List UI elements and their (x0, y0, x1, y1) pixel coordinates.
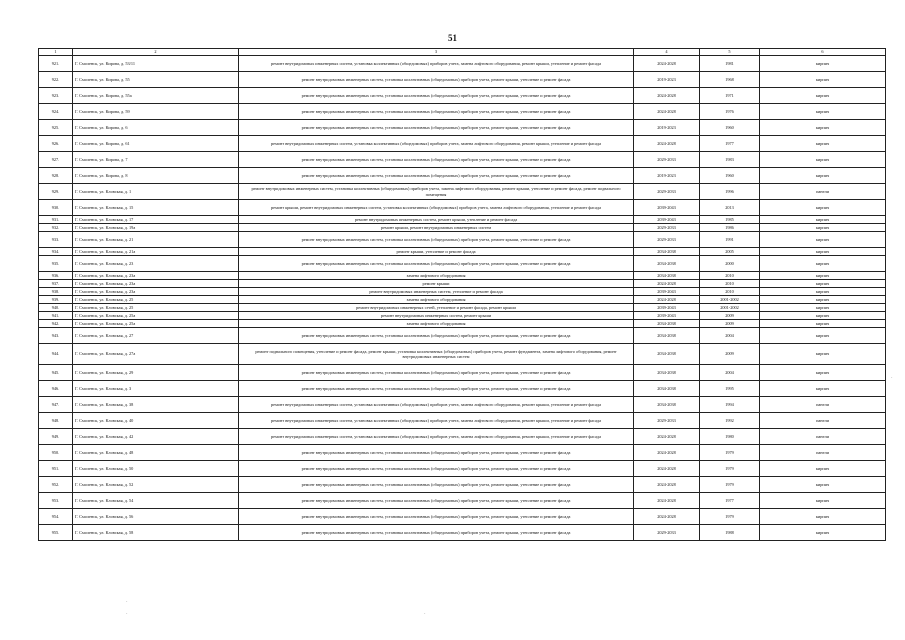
table-row (39, 280, 886, 288)
row-material: кирпич (760, 312, 886, 320)
row-material: кирпич (760, 56, 886, 72)
row-material: кирпич (760, 168, 886, 184)
row-number: 928. (39, 168, 73, 184)
row-period: 2019-2023 (634, 168, 700, 184)
row-material: кирпич (760, 461, 886, 477)
row-address: Г. Смоленск, ул. Кловская, д. 1 (73, 184, 239, 200)
row-year: 1991 (700, 232, 760, 248)
row-period: 2034-2038 (634, 365, 700, 381)
row-period: 2024-2028 (634, 509, 700, 525)
row-year: 2010 (700, 272, 760, 280)
row-address: Г. Смоленск, ул. Кирова, д. 55а (73, 88, 239, 104)
row-period: 2019-2023 (634, 72, 700, 88)
row-address: Г. Смоленск, ул. Кловская, д. 25 (73, 304, 239, 312)
col-header-period: 4 (634, 49, 700, 56)
row-address: Г. Смоленск, ул. Кловская, д. 23а (73, 280, 239, 288)
row-material: кирпич (760, 248, 886, 256)
row-number: 930. (39, 200, 73, 216)
row-year: 2010 (700, 288, 760, 296)
scan-mark: · (424, 612, 426, 617)
row-works: ремонт внутридомовых инженерных систем, установка коллективных (общедомовых) приборов учета, ремонт крыши, утепление и ремонт фасада (239, 365, 634, 381)
row-year: 1977 (700, 136, 760, 152)
row-address: Г. Смоленск, ул. Кирова, д. 53/11 (73, 56, 239, 72)
row-material: кирпич (760, 136, 886, 152)
row-period: 2024-2028 (634, 56, 700, 72)
row-period: 2029-2033 (634, 184, 700, 200)
page-number: 51 (448, 33, 457, 43)
row-year: 1971 (700, 88, 760, 104)
row-address: Г. Смоленск, ул. Кловская, д. 21а (73, 248, 239, 256)
row-number: 934. (39, 248, 73, 256)
table-row (39, 525, 886, 541)
row-works: замена лифтового оборудования (239, 272, 634, 280)
row-year: 1968 (700, 72, 760, 88)
table-row (39, 88, 886, 104)
row-number: 925. (39, 120, 73, 136)
row-works: замена лифтового оборудования (239, 320, 634, 328)
row-year: 2009 (700, 344, 760, 365)
row-works: ремонт внутридомовых инженерных систем, установка коллективных (общедомовых) приборов учета, ремонт крыши, утепление и ремонт фасада (239, 232, 634, 248)
row-period: 2034-2038 (634, 320, 700, 328)
row-year: 1980 (700, 429, 760, 445)
row-works: ремонт внутридомовых инженерных систем, установка коллективных (общедомовых) приборов учета, ремонт крыши, утепление и ремонт фасада (239, 168, 634, 184)
row-period: 2034-2038 (634, 344, 700, 365)
row-works: ремонт внутридомовых инженерных систем, ремонт крыши (239, 312, 634, 320)
row-address: Г. Смоленск, ул. Кловская, д. 17 (73, 216, 239, 224)
row-period: 2024-2028 (634, 429, 700, 445)
row-year: 1960 (700, 168, 760, 184)
row-number: 935. (39, 256, 73, 272)
row-material: кирпич (760, 493, 886, 509)
table-row (39, 445, 886, 461)
row-number: 932. (39, 224, 73, 232)
row-number: 945. (39, 365, 73, 381)
row-works: ремонт внутридомовых инженерных систем, установка коллективных (общедомовых) приборов учета, замена лифтового оборудования, ремонт крыши, утепление и ремонт фасада (239, 56, 634, 72)
table-row (39, 56, 886, 72)
row-number: 924. (39, 104, 73, 120)
row-address: Г. Смоленск, ул. Кловская, д. 52 (73, 477, 239, 493)
col-header-year: 5 (700, 49, 760, 56)
col-header-address: 2 (73, 49, 239, 56)
row-address: Г. Смоленск, ул. Кловская, д. 25 (73, 296, 239, 304)
row-works: ремонт внутридомовых инженерных систем, установка коллективных (общедомовых) приборов учета, ремонт крыши, утепление и ремонт фасада (239, 525, 634, 541)
row-year: 1995 (700, 381, 760, 397)
table-row (39, 288, 886, 296)
row-year: 1996 (700, 184, 760, 200)
row-works: ремонт внутридомовых инженерных сетей, утепление и ремонт фасада, ремонт крыши (239, 304, 634, 312)
row-material: панели (760, 184, 886, 200)
row-material: кирпич (760, 525, 886, 541)
row-works: ремонт крыши, утепление и ремонт фасада (239, 248, 634, 256)
row-material: кирпич (760, 256, 886, 272)
row-works: ремонт внутридомовых инженерных систем, ремонт крыши, утепление и ремонт фасада (239, 216, 634, 224)
row-address: Г. Смоленск, ул. Кловская, д. 29 (73, 365, 239, 381)
row-number: 950. (39, 445, 73, 461)
table-row (39, 296, 886, 304)
table-row (39, 461, 886, 477)
table-row (39, 312, 886, 320)
row-address: Г. Смоленск, ул. Кловская, д. 27 (73, 328, 239, 344)
row-material: кирпич (760, 216, 886, 224)
table-row (39, 429, 886, 445)
row-number: 951. (39, 461, 73, 477)
row-address: Г. Смоленск, ул. Кловская, д. 23а (73, 288, 239, 296)
row-address: Г. Смоленск, ул. Кирова, д. 59 (73, 104, 239, 120)
row-year: 2004 (700, 328, 760, 344)
table-row (39, 477, 886, 493)
row-works: ремонт внутридомовых инженерных систем, установка коллективных (общедомовых) приборов учета, замена лифтового оборудования, ремонт крыши, утепление и ремонт фасада (239, 397, 634, 413)
row-works: ремонт внутридомовых инженерных систем, установка коллективных (общедомовых) приборов учета, ремонт крыши, утепление и ремонт фасада (239, 445, 634, 461)
row-address: Г. Смоленск, ул. Кловская, д. 58 (73, 525, 239, 541)
row-works: ремонт внутридомовых инженерных систем, установка коллективных (общедомовых) приборов учета, ремонт крыши, утепление и ремонт фасада (239, 120, 634, 136)
row-material: кирпич (760, 152, 886, 168)
row-period: 2019-2023 (634, 120, 700, 136)
row-material: кирпич (760, 296, 886, 304)
row-works: ремонт внутридомовых инженерных систем, установка коллективных (общедомовых) приборов учета, ремонт крыши, утепление и ремонт фасада (239, 477, 634, 493)
row-number: 946. (39, 381, 73, 397)
row-number: 921. (39, 56, 73, 72)
table-row (39, 152, 886, 168)
col-header-works: 3 (239, 49, 634, 56)
row-year: 1985 (700, 216, 760, 224)
row-number: 922. (39, 72, 73, 88)
table-row (39, 104, 886, 120)
row-number: 929. (39, 184, 73, 200)
row-year: 2001-2002 (700, 296, 760, 304)
row-year: 2010 (700, 280, 760, 288)
row-year: 2001-2002 (700, 304, 760, 312)
row-address: Г. Смоленск, ул. Кловская, д. 27а (73, 344, 239, 365)
row-period: 2039-2043 (634, 288, 700, 296)
row-year: 1992 (700, 413, 760, 429)
row-year: 1960 (700, 120, 760, 136)
row-material: кирпич (760, 328, 886, 344)
table-row (39, 216, 886, 224)
table-row (39, 493, 886, 509)
row-material: кирпич (760, 232, 886, 248)
row-number: 941. (39, 312, 73, 320)
row-address: Г. Смоленск, ул. Кловская, д. 23а (73, 272, 239, 280)
row-year: 2009 (700, 320, 760, 328)
row-number: 926. (39, 136, 73, 152)
row-address: Г. Смоленск, ул. Кловская, д. 15 (73, 200, 239, 216)
row-period: 2029-2033 (634, 525, 700, 541)
row-works: ремонт внутридомовых инженерных систем, установка коллективных (общедомовых) приборов учета, ремонт крыши, утепление и ремонт фасада (239, 509, 634, 525)
row-address: Г. Смоленск, ул. Кирова, д. 55 (73, 72, 239, 88)
table-row (39, 200, 886, 216)
row-period: 2024-2028 (634, 493, 700, 509)
row-period: 2024-2028 (634, 296, 700, 304)
row-works: ремонт крыши, ремонт внутридомовых инженерных систем, установка коллективных (общедомовых) приборов учета, замена лифтового оборудования, утепление и ремонт фасада (239, 200, 634, 216)
row-address: Г. Смоленск, ул. Кирова, д. 8 (73, 168, 239, 184)
row-period: 2024-2028 (634, 136, 700, 152)
row-address: Г. Смоленск, ул. Кловская, д. 23 (73, 256, 239, 272)
row-year: 1983 (700, 152, 760, 168)
table-row (39, 168, 886, 184)
row-number: 948. (39, 413, 73, 429)
row-year: 1981 (700, 56, 760, 72)
row-material: кирпич (760, 288, 886, 296)
table-row (39, 509, 886, 525)
row-works: ремонт внутридомовых инженерных систем, установка коллективных (общедомовых) приборов учета, ремонт крыши, утепление и ремонт фасада (239, 256, 634, 272)
row-period: 2029-2033 (634, 413, 700, 429)
row-number: 939. (39, 296, 73, 304)
table-row (39, 136, 886, 152)
row-year: 1986 (700, 224, 760, 232)
row-address: Г. Смоленск, ул. Кирова, д. 6 (73, 120, 239, 136)
row-number: 947. (39, 397, 73, 413)
row-period: 2039-2043 (634, 312, 700, 320)
row-material: кирпич (760, 72, 886, 88)
row-material: кирпич (760, 344, 886, 365)
row-number: 923. (39, 88, 73, 104)
row-address: Г. Смоленск, ул. Кловская, д. 40 (73, 413, 239, 429)
row-period: 2029-2033 (634, 224, 700, 232)
row-period: 2034-2038 (634, 256, 700, 272)
row-number: 937. (39, 280, 73, 288)
table-body (39, 56, 886, 541)
row-year: 1979 (700, 509, 760, 525)
row-number: 955. (39, 525, 73, 541)
row-works: ремонт внутридомовых инженерных систем, установка коллективных (общедомовых) приборов учета, ремонт крыши, утепление и ремонт фасада (239, 88, 634, 104)
row-address: Г. Смоленск, ул. Кловская, д. 25а (73, 320, 239, 328)
row-works: ремонт внутридомовых инженерных систем, установка коллективных (общедомовых) приборов учета, замена лифтового оборудования, ремонт крыши, утепление и ремонт фасада, ремонт подвального помещения (239, 184, 634, 200)
row-period: 2034-2038 (634, 397, 700, 413)
col-header-material: 6 (760, 49, 886, 56)
row-address: Г. Смоленск, ул. Кирова, д. 61 (73, 136, 239, 152)
row-year: 2000 (700, 256, 760, 272)
table-row (39, 232, 886, 248)
row-number: 940. (39, 304, 73, 312)
scan-mark: · (891, 376, 893, 381)
row-period: 2024-2028 (634, 461, 700, 477)
row-address: Г. Смоленск, ул. Кловская, д. 19а (73, 224, 239, 232)
table-row (39, 397, 886, 413)
table-row (39, 344, 886, 365)
row-number: 949. (39, 429, 73, 445)
row-material: кирпич (760, 304, 886, 312)
row-number: 936. (39, 272, 73, 280)
header-row (39, 49, 886, 56)
row-period: 2034-2038 (634, 272, 700, 280)
scan-mark: · (126, 612, 128, 617)
row-material: кирпич (760, 320, 886, 328)
col-header-number: 1 (39, 49, 73, 56)
scan-mark: · (126, 600, 128, 605)
row-works: ремонт внутридомовых инженерных систем, установка коллективных (общедомовых) приборов учета, ремонт крыши, утепление и ремонт фасада (239, 461, 634, 477)
row-material: кирпич (760, 120, 886, 136)
row-period: 2039-2043 (634, 200, 700, 216)
row-year: 2004 (700, 365, 760, 381)
row-period: 2029-2033 (634, 152, 700, 168)
table-row (39, 72, 886, 88)
row-works: ремонт внутридомовых инженерных систем, установка коллективных (общедомовых) приборов учета, замена лифтового оборудования, ремонт крыши, утепление и ремонт фасада (239, 136, 634, 152)
row-period: 2024-2028 (634, 477, 700, 493)
row-material: кирпич (760, 477, 886, 493)
row-number: 944. (39, 344, 73, 365)
row-period: 2029-2033 (634, 232, 700, 248)
table-row (39, 381, 886, 397)
row-period: 2034-2038 (634, 248, 700, 256)
row-number: 953. (39, 493, 73, 509)
row-year: 1994 (700, 397, 760, 413)
row-material: кирпич (760, 88, 886, 104)
row-year: 2005 (700, 248, 760, 256)
row-material: кирпич (760, 200, 886, 216)
row-works: ремонт внутридомовых инженерных систем, установка коллективных (общедомовых) приборов учета, ремонт крыши, утепление и ремонт фасада (239, 328, 634, 344)
table-row (39, 413, 886, 429)
row-number: 933. (39, 232, 73, 248)
row-address: Г. Смоленск, ул. Кловская, д. 25а (73, 312, 239, 320)
row-works: ремонт крыши (239, 280, 634, 288)
table-row (39, 256, 886, 272)
row-works: ремонт подвального помещения, утепление и ремонт фасада, ремонт крыши, установка коллективных (общедомовых) приборов учета, ремонт фундамента, замена лифтового оборудования, ремонт внутридомовых инженерных систем (239, 344, 634, 365)
row-works: ремонт внутридомовых инженерных систем, установка коллективных (общедомовых) приборов учета, замена лифтового оборудования, ремонт крыши, утепление и ремонт фасада (239, 429, 634, 445)
row-material: кирпич (760, 509, 886, 525)
row-year: 1979 (700, 445, 760, 461)
row-material: кирпич (760, 104, 886, 120)
row-number: 943. (39, 328, 73, 344)
row-address: Г. Смоленск, ул. Кловская, д. 42 (73, 429, 239, 445)
row-period: 2024-2028 (634, 88, 700, 104)
row-period: 2039-2043 (634, 304, 700, 312)
table-row (39, 184, 886, 200)
row-address: Г. Смоленск, ул. Кловская, д. 21 (73, 232, 239, 248)
row-address: Г. Смоленск, ул. Кловская, д. 48 (73, 445, 239, 461)
table-row (39, 328, 886, 344)
row-year: 1979 (700, 477, 760, 493)
row-year: 1977 (700, 493, 760, 509)
row-period: 2024-2028 (634, 445, 700, 461)
row-period: 2039-2043 (634, 216, 700, 224)
row-year: 1976 (700, 104, 760, 120)
table-row (39, 320, 886, 328)
table-row (39, 224, 886, 232)
row-material: кирпич (760, 381, 886, 397)
row-material: панели (760, 397, 886, 413)
row-works: ремонт внутридомовых инженерных систем, установка коллективных (общедомовых) приборов учета, ремонт крыши, утепление и ремонт фасада (239, 493, 634, 509)
row-material: панели (760, 445, 886, 461)
row-works: ремонт крыши, ремонт внутридомовых инженерных систем (239, 224, 634, 232)
row-year: 1979 (700, 461, 760, 477)
table-row (39, 365, 886, 381)
row-works: ремонт внутридомовых инженерных систем, установка коллективных (общедомовых) приборов учета, ремонт крыши, утепление и ремонт фасада (239, 104, 634, 120)
row-material: панели (760, 413, 886, 429)
table-row (39, 120, 886, 136)
row-address: Г. Смоленск, ул. Кловская, д. 50 (73, 461, 239, 477)
table-row (39, 304, 886, 312)
row-material: кирпич (760, 280, 886, 288)
row-period: 2034-2038 (634, 328, 700, 344)
row-works: ремонт внутридомовых инженерных систем, установка коллективных (общедомовых) приборов учета, замена лифтового оборудования, ремонт крыши, утепление и ремонт фасада (239, 413, 634, 429)
row-works: ремонт внутридомовых инженерных систем, утепление и ремонт фасада (239, 288, 634, 296)
row-number: 942. (39, 320, 73, 328)
row-number: 938. (39, 288, 73, 296)
row-address: Г. Смоленск, ул. Кловская, д. 54 (73, 493, 239, 509)
row-material: панели (760, 429, 886, 445)
row-works: ремонт внутридомовых инженерных систем, установка коллективных (общедомовых) приборов учета, ремонт крыши, утепление и ремонт фасада (239, 381, 634, 397)
table-row (39, 248, 886, 256)
row-year: 2013 (700, 200, 760, 216)
row-material: кирпич (760, 224, 886, 232)
row-number: 931. (39, 216, 73, 224)
table-row (39, 272, 886, 280)
row-material: кирпич (760, 272, 886, 280)
row-period: 2024-2028 (634, 280, 700, 288)
row-material: кирпич (760, 365, 886, 381)
row-works: замена лифтового оборудования (239, 296, 634, 304)
row-period: 2024-2028 (634, 104, 700, 120)
row-works: ремонт внутридомовых инженерных систем, установка коллективных (общедомовых) приборов учета, ремонт крыши, утепление и ремонт фасада (239, 72, 634, 88)
row-address: Г. Смоленск, ул. Кловская, д. 3 (73, 381, 239, 397)
row-works: ремонт внутридомовых инженерных систем, установка коллективных (общедомовых) приборов учета, ремонт крыши, утепление и ремонт фасада (239, 152, 634, 168)
row-address: Г. Смоленск, ул. Кловская, д. 56 (73, 509, 239, 525)
row-number: 954. (39, 509, 73, 525)
row-address: Г. Смоленск, ул. Кирова, д. 7 (73, 152, 239, 168)
row-number: 952. (39, 477, 73, 493)
row-year: 2009 (700, 312, 760, 320)
register-table (38, 48, 886, 541)
row-number: 927. (39, 152, 73, 168)
row-year: 1988 (700, 525, 760, 541)
row-address: Г. Смоленск, ул. Кловская, д. 38 (73, 397, 239, 413)
row-period: 2034-2038 (634, 381, 700, 397)
